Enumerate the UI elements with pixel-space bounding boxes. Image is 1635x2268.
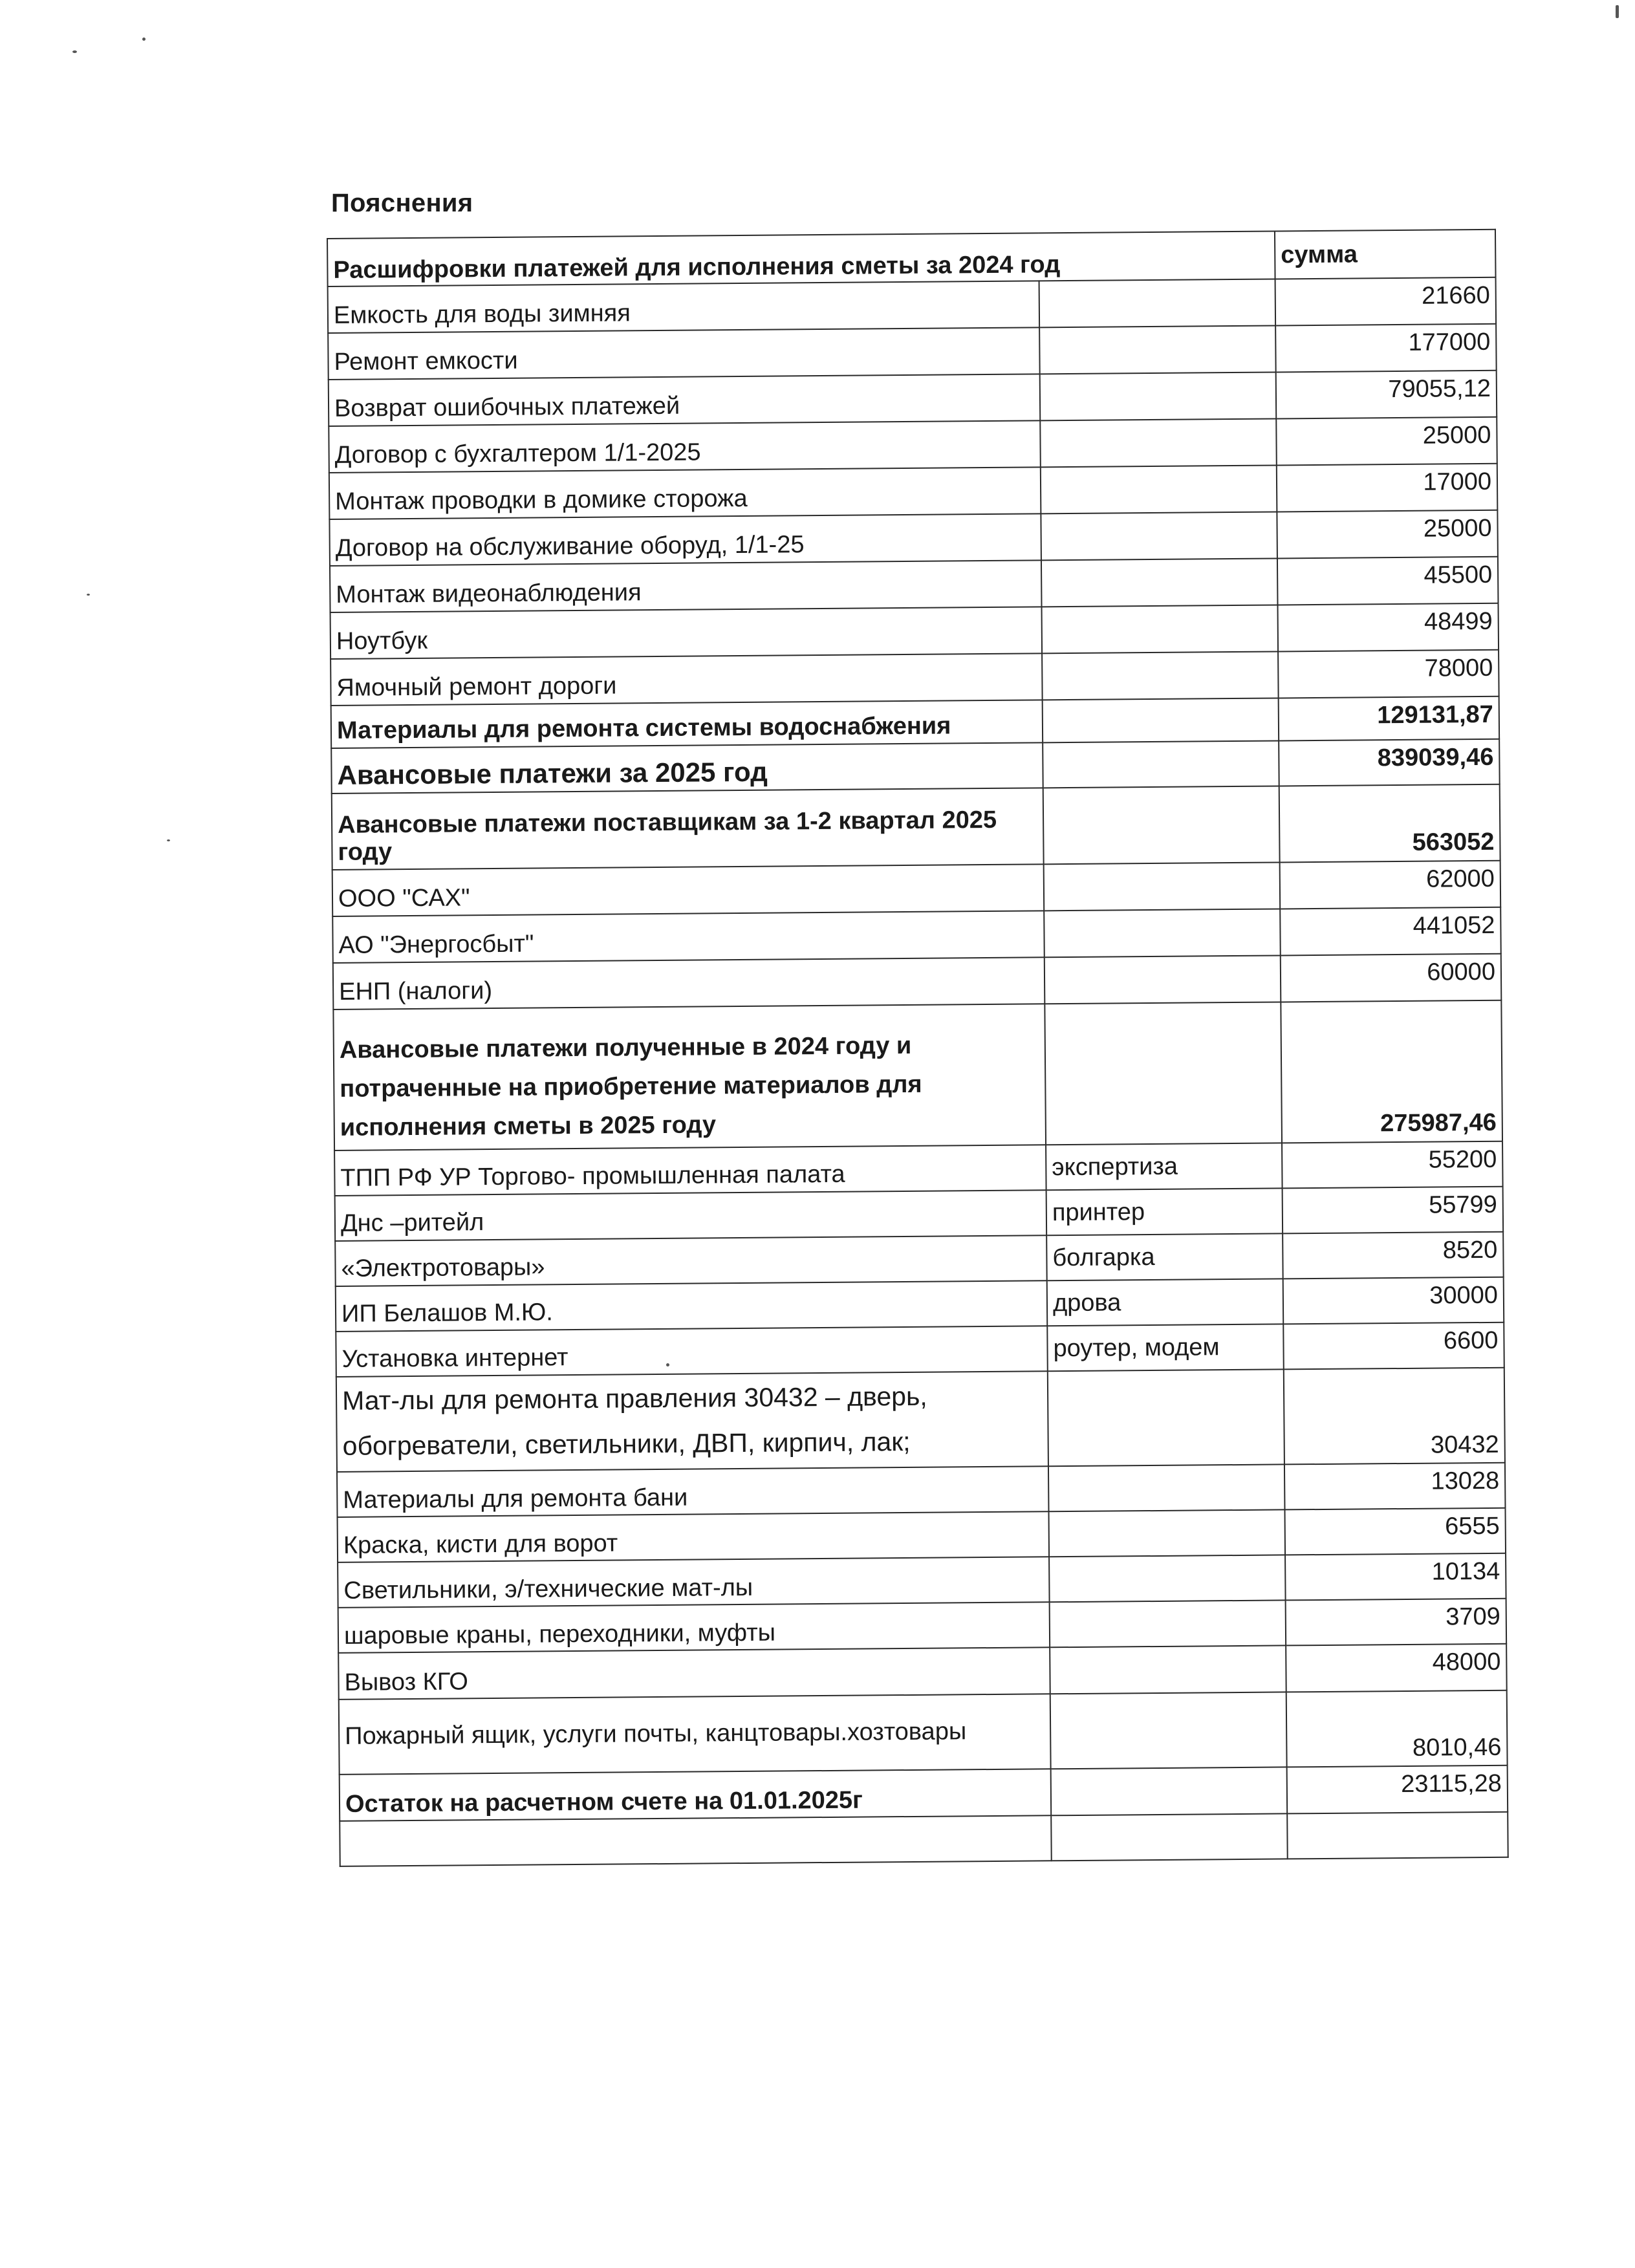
row-note [1050, 1646, 1286, 1694]
row-note [1048, 1369, 1284, 1466]
table-row [339, 1690, 1508, 1775]
row-amount: 78000 [1278, 650, 1499, 698]
row-note [1043, 698, 1279, 742]
table-title: Расшифровки платежей для исполнения сметы за 2024 год [327, 231, 1275, 286]
row-amount: 30432 [1284, 1368, 1505, 1465]
row-label: Емкость для воды зимняя [328, 281, 1040, 333]
row-amount: 563052 [1279, 784, 1500, 863]
row-amount: 21660 [1275, 277, 1497, 326]
row-label: ЕНП (налоги) [333, 957, 1045, 1010]
row-label: Мат-лы для ремонта правления 30432 – дверь, обогреватели, светильники, ДВП, кирпич, лак; [336, 1371, 1048, 1472]
row-label: Договор с бухгалтером 1/1-2025 [329, 420, 1041, 473]
row-note [1049, 1555, 1286, 1603]
row-note [1045, 1002, 1282, 1145]
row-note: дрова [1047, 1279, 1284, 1326]
row-note [1040, 372, 1277, 420]
row-note [1042, 605, 1279, 653]
row-note [1050, 1692, 1287, 1769]
row-amount: 10134 [1285, 1553, 1506, 1601]
row-note: болгарка [1046, 1233, 1283, 1280]
row-amount: 45500 [1277, 557, 1499, 605]
row-amount: 839039,46 [1279, 739, 1500, 786]
row-label: Материалы для ремонта системы водоснабжения [331, 700, 1043, 748]
table-row [336, 1368, 1505, 1473]
row-note [1050, 1601, 1286, 1648]
row-label: Установка интернет [336, 1326, 1048, 1377]
row-note: экспертиза [1046, 1143, 1283, 1190]
scan-speck [1616, 5, 1619, 18]
scan-speck [87, 594, 90, 596]
row-note [1039, 279, 1276, 327]
row-note [1048, 1465, 1285, 1512]
row-amount: 8010,46 [1286, 1690, 1508, 1767]
row-amount [1287, 1812, 1508, 1859]
row-label: ТПП РФ УР Торгово- промышленная палата [334, 1145, 1046, 1196]
row-label: Днс –ритейл [335, 1190, 1047, 1241]
scan-speck [72, 50, 77, 53]
row-amount: 25000 [1277, 510, 1498, 559]
row-note [1044, 862, 1281, 911]
row-label: Возврат ошибочных платежей [329, 374, 1041, 426]
payments-table [327, 229, 1509, 1867]
row-note: роутер, модем [1047, 1324, 1284, 1371]
row-note [1051, 1767, 1288, 1816]
page-heading: Пояснения [331, 189, 473, 217]
scan-speck [666, 1363, 669, 1366]
row-label: Монтаж видеонаблюдения [330, 560, 1042, 612]
row-note [1041, 465, 1277, 513]
row-amount: 30000 [1283, 1277, 1504, 1324]
row-note [1043, 740, 1279, 788]
row-label: Договор на обслуживание оборуд, 1/1-25 [329, 513, 1041, 566]
row-note [1043, 786, 1280, 864]
table-row-empty [340, 1812, 1508, 1866]
row-amount: 13028 [1284, 1463, 1506, 1510]
row-label: Пожарный ящик, услуги почты, канцтовары.хозтовары [339, 1694, 1051, 1775]
row-label: ООО "САХ" [332, 864, 1045, 916]
row-amount: 6600 [1283, 1323, 1504, 1370]
row-note [1042, 651, 1279, 700]
row-label [340, 1816, 1052, 1867]
row-amount: 55799 [1283, 1187, 1504, 1234]
payments-table-wrapper [327, 229, 1509, 1867]
row-amount: 23115,28 [1287, 1766, 1508, 1814]
row-amount: 8520 [1283, 1232, 1504, 1279]
row-note [1040, 418, 1277, 467]
row-note [1039, 325, 1276, 374]
row-note: принтер [1046, 1188, 1283, 1235]
row-label: Ремонт емкости [328, 327, 1040, 380]
row-note [1044, 909, 1281, 957]
scan-speck [142, 38, 146, 41]
row-amount: 55200 [1282, 1141, 1503, 1189]
row-amount: 48499 [1278, 603, 1499, 652]
row-label: Краска, кисти для ворот [338, 1512, 1050, 1563]
row-note [1049, 1510, 1286, 1557]
table-row-section [333, 1000, 1502, 1150]
row-label: Авансовые платежи за 2025 год [331, 742, 1043, 794]
row-label: «Электротовары» [335, 1235, 1047, 1286]
table-row-section [332, 784, 1500, 870]
row-amount: 62000 [1280, 861, 1501, 909]
row-amount: 3709 [1286, 1599, 1507, 1646]
row-label: Вывоз КГО [338, 1648, 1050, 1700]
row-amount: 129131,87 [1279, 697, 1500, 741]
row-amount: 177000 [1275, 324, 1497, 373]
row-label: шаровые краны, переходники, муфты [338, 1603, 1050, 1654]
row-amount: 60000 [1281, 954, 1502, 1002]
row-label: Ноутбук [330, 607, 1043, 659]
row-note [1041, 512, 1277, 560]
amount-column-header: сумма [1275, 230, 1496, 279]
row-label: Остаток на расчетном счете на 01.01.2025г [340, 1769, 1052, 1822]
row-amount: 17000 [1277, 464, 1498, 512]
row-amount: 25000 [1276, 417, 1497, 466]
row-note [1041, 558, 1278, 607]
row-label: Ямочный ремонт дороги [330, 653, 1043, 706]
row-label: Монтаж проводки в домике сторожа [329, 467, 1041, 519]
row-note [1045, 955, 1281, 1004]
row-amount: 441052 [1280, 907, 1501, 956]
row-label: Авансовые платежи поставщикам за 1-2 квартал 2025 году [332, 788, 1044, 870]
scan-speck [167, 839, 170, 841]
row-amount: 275987,46 [1281, 1000, 1502, 1143]
table-header-row [327, 230, 1496, 286]
row-amount: 79055,12 [1276, 371, 1497, 419]
row-amount: 48000 [1286, 1644, 1507, 1692]
row-label: Светильники, э/технические мат-лы [338, 1557, 1050, 1608]
row-note [1051, 1814, 1288, 1861]
row-label: Авансовые платежи полученные в 2024 году и потраченные на приобретение материалов для исполнения сметы в 2025 году [333, 1004, 1046, 1150]
row-label: ИП Белашов М.Ю. [336, 1280, 1048, 1332]
row-amount: 6555 [1285, 1508, 1506, 1555]
row-label: Материалы для ремонта бани [337, 1467, 1049, 1518]
row-label: АО "Энергосбыт" [332, 911, 1045, 963]
